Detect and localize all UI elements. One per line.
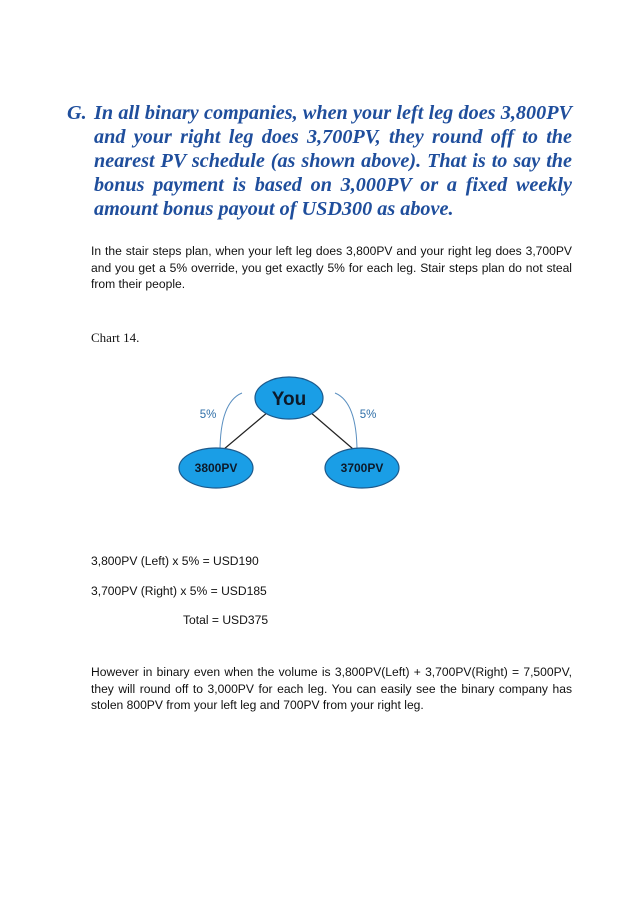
total-calculation: Total = USD375 [183, 613, 269, 627]
chart-caption: Chart 14. [91, 330, 140, 345]
heading-marker: G. [67, 102, 87, 124]
right-leg-label: 3700PV [340, 461, 384, 475]
left-calculation: 3,800PV (Left) x 5% = USD190 [91, 554, 259, 568]
heading-text: In all binary companies, when your left leg does 3,800PV and your right leg does 3,700PV, they round off to the nearest PV schedule (as shown above). That is to say the bonus payment is based on 3,000PV or a fixed weekly amount bonus payout of USD300 as above. [94, 102, 572, 220]
you-label: You [271, 389, 307, 410]
right-calculation: 3,700PV (Right) x 5% = USD185 [91, 584, 267, 598]
intro-paragraph: In the stair steps plan, when your left leg does 3,800PV and your right leg does 3,700PV and you get a 5% override, you get exactly 5% for each leg. Stair steps plan do not steal from their people. [91, 244, 572, 291]
right-rate-label: 5% [359, 409, 377, 421]
left-leg-label: 3800PV [194, 461, 238, 475]
left-rate-label: 5% [199, 409, 217, 421]
conclusion-paragraph: However in binary even when the volume is 3,800PV(Left) + 3,700PV(Right) = 7,500PV, they will round off to 3,000PV for each leg. You can easily see the binary company has stolen 800PV from your left leg and 700PV from your right leg. [91, 665, 572, 712]
